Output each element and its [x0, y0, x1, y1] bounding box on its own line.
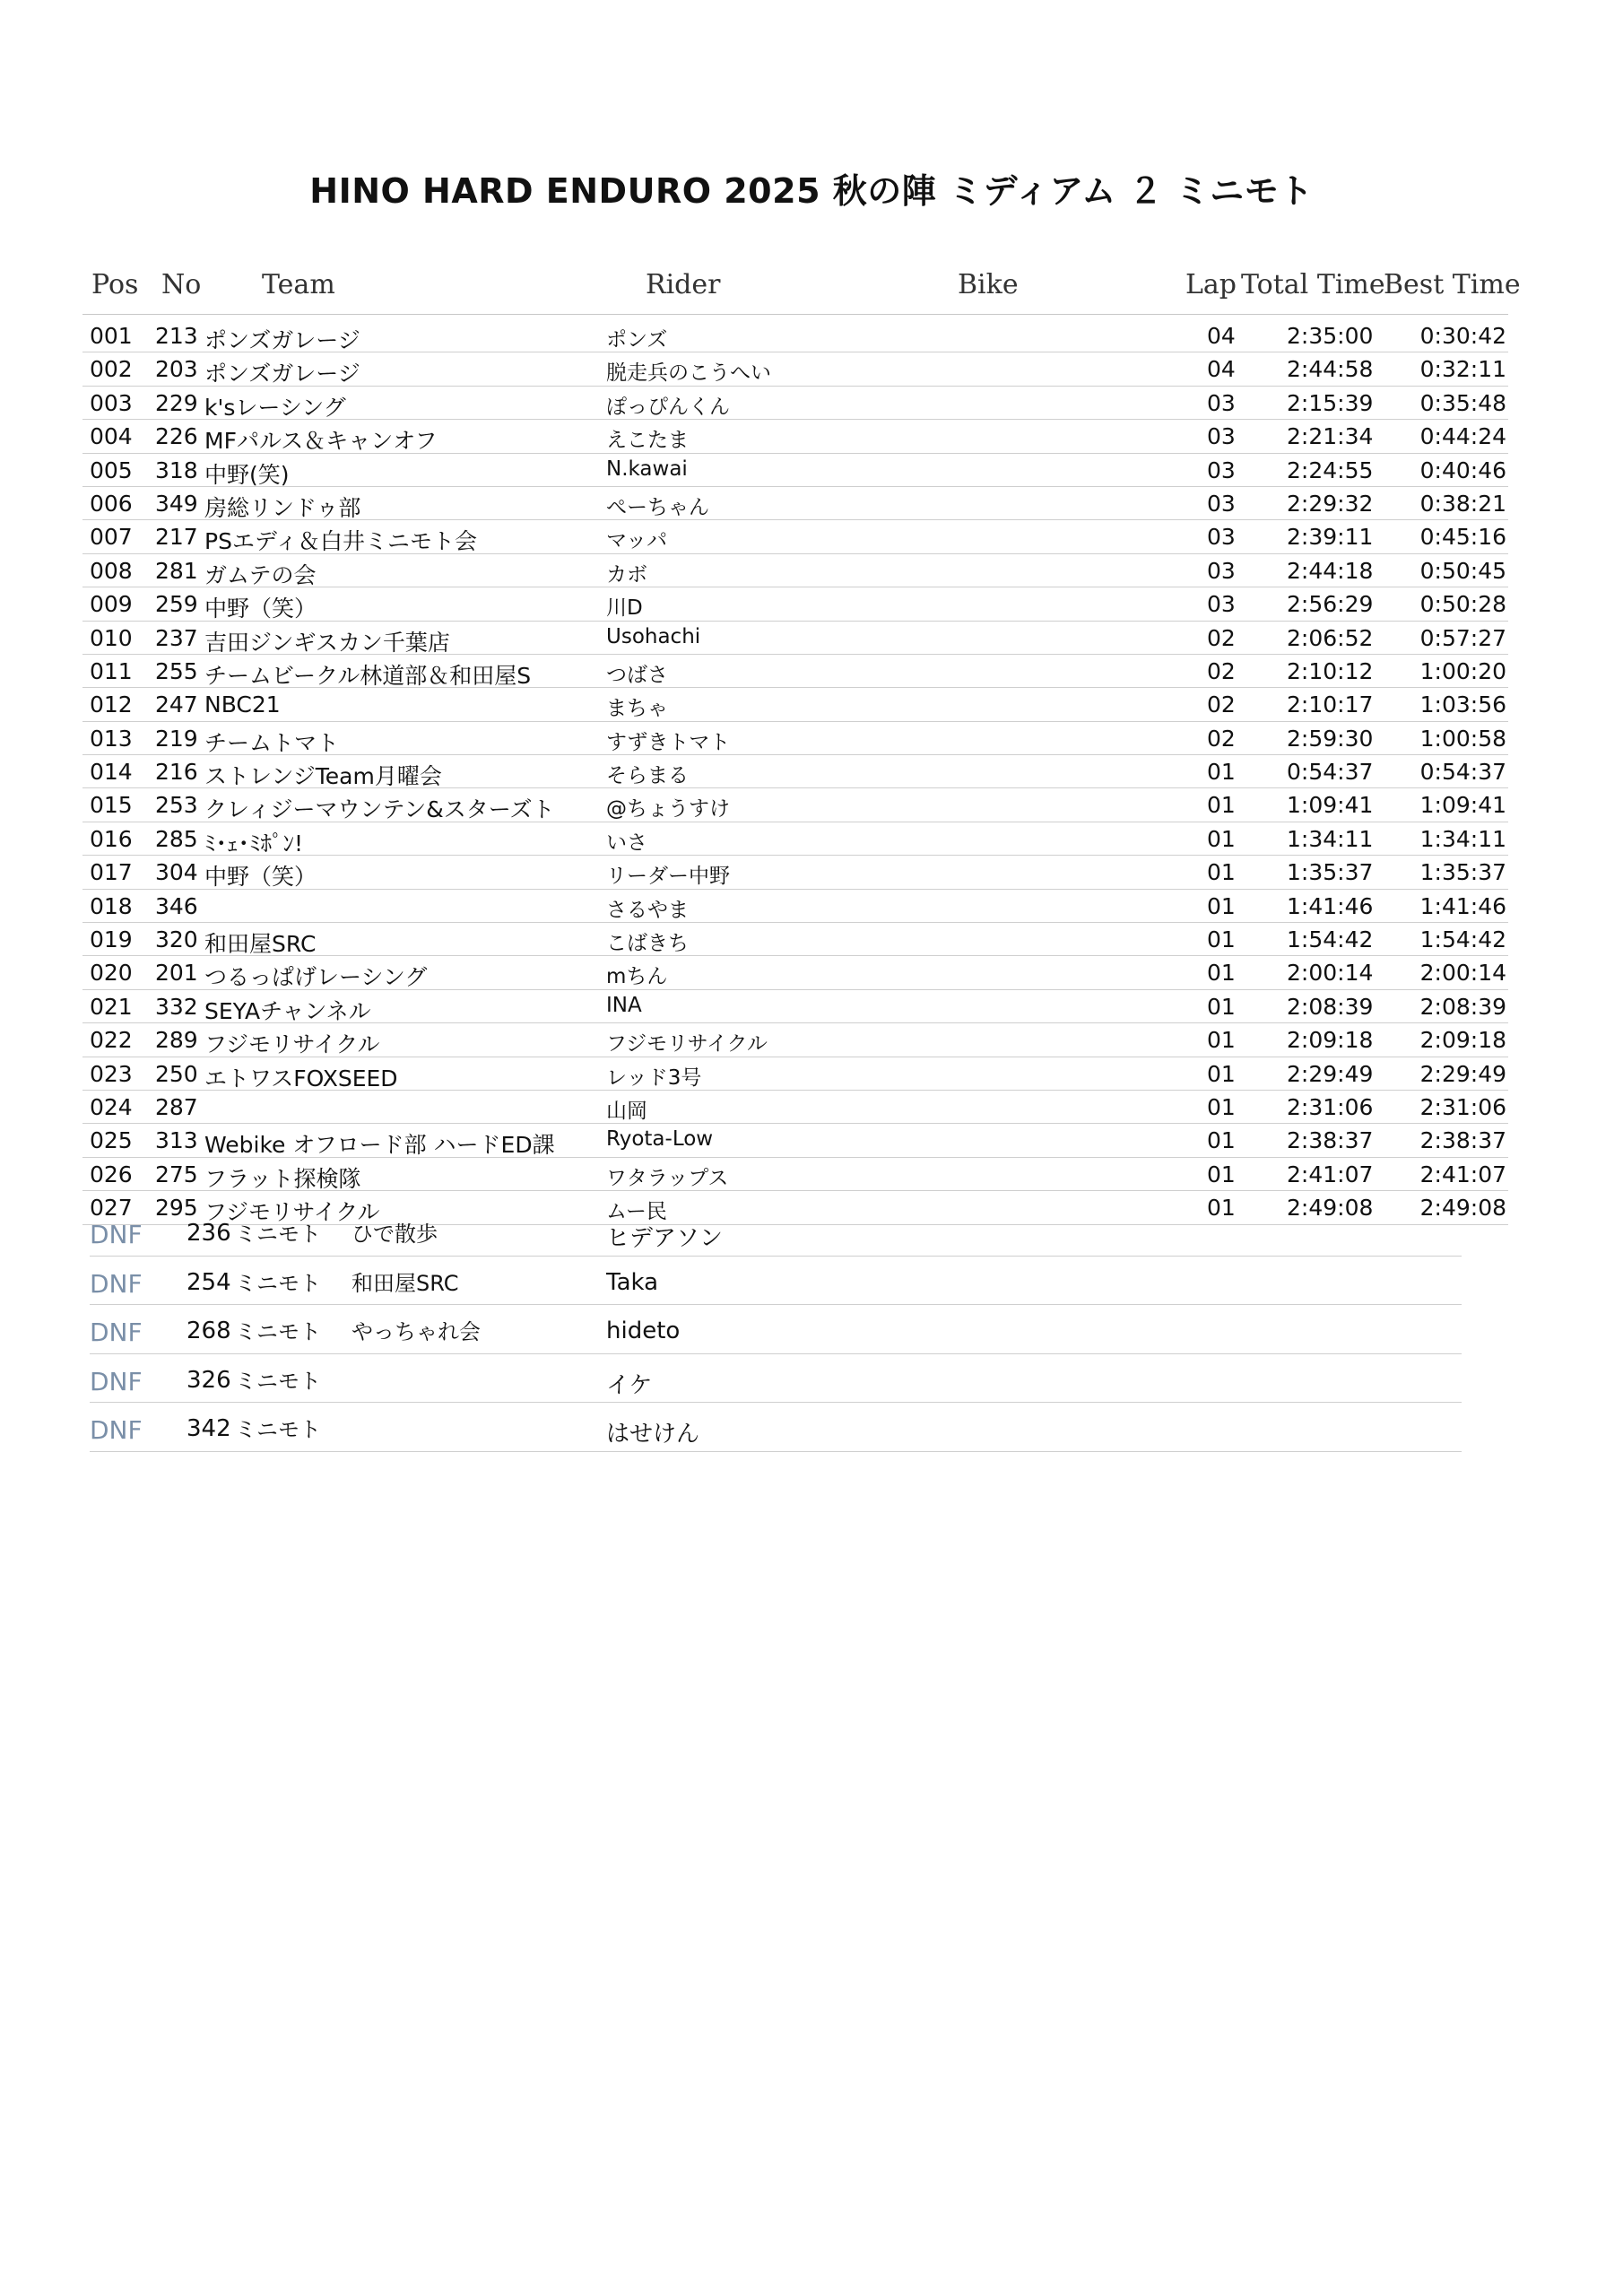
lap-cell: 03 — [1207, 457, 1236, 483]
table-row — [82, 454, 1508, 487]
team-cell: 中野（笑） — [204, 864, 317, 891]
dnf-no-cell: 268 — [187, 1318, 231, 1345]
no-cell: 259 — [155, 591, 198, 618]
rider-cell: ぽっぴんくん — [606, 395, 730, 419]
pos-cell: 022 — [90, 1027, 133, 1054]
total-time-cell: 1:35:37 — [1287, 859, 1374, 886]
rider-cell: つばさ — [606, 663, 668, 687]
total-time-cell: 1:09:41 — [1287, 792, 1374, 819]
total-time-cell: 2:56:29 — [1287, 591, 1374, 618]
team-cell: MFパルス＆キャンオフ — [204, 428, 438, 455]
rider-cell: INA — [606, 993, 642, 1017]
lap-cell: 01 — [1207, 1060, 1236, 1087]
col-total-header: Total Time — [1241, 269, 1385, 300]
pos-cell: 004 — [90, 423, 133, 450]
table-row — [82, 420, 1508, 453]
team-cell: フジモリサイクル — [204, 1199, 380, 1226]
dnf-rider-cell: Taka — [606, 1268, 659, 1296]
pos-cell: 025 — [90, 1127, 133, 1154]
team-cell: エトワスFOXSEED — [204, 1065, 398, 1091]
team-cell: ガムテの会 — [204, 561, 317, 588]
team-cell: 中野(笑) — [204, 461, 290, 488]
lap-cell: 01 — [1207, 1127, 1236, 1154]
pos-cell: 027 — [90, 1195, 133, 1222]
best-time-cell: 2:08:39 — [1419, 993, 1506, 1020]
rider-cell: Ryota-Low — [606, 1127, 714, 1152]
lap-cell: 02 — [1207, 691, 1236, 718]
dnf-class-cell: ミニモト — [235, 1222, 321, 1247]
total-time-cell: 2:41:07 — [1287, 1161, 1374, 1187]
lap-cell: 03 — [1207, 591, 1236, 618]
dnf-rider-cell: hideto — [606, 1318, 681, 1345]
total-time-cell: 2:59:30 — [1287, 725, 1374, 752]
no-cell: 203 — [155, 356, 198, 383]
dnf-status-cell: DNF — [90, 1415, 143, 1446]
total-time-cell: 2:21:34 — [1287, 423, 1374, 450]
lap-cell: 01 — [1207, 1161, 1236, 1187]
lap-cell: 04 — [1207, 323, 1236, 349]
total-time-cell: 2:29:32 — [1287, 490, 1374, 517]
no-cell: 332 — [155, 993, 198, 1020]
best-time-cell: 1:09:41 — [1419, 792, 1506, 819]
column-header-row — [90, 265, 1521, 312]
total-time-cell: 2:35:00 — [1287, 323, 1374, 349]
rider-cell: さるやま — [606, 898, 689, 922]
pos-cell: 016 — [90, 825, 133, 852]
dnf-no-cell: 342 — [187, 1415, 231, 1443]
best-time-cell: 0:57:27 — [1419, 624, 1506, 651]
best-time-cell: 1:00:20 — [1419, 657, 1506, 684]
total-time-cell: 2:31:06 — [1287, 1093, 1374, 1120]
no-cell: 213 — [155, 323, 198, 349]
pos-cell: 020 — [90, 960, 133, 987]
dnf-no-cell: 254 — [187, 1268, 231, 1296]
pos-cell: 018 — [90, 892, 133, 919]
table-row — [82, 1057, 1508, 1091]
table-row — [82, 990, 1508, 1023]
dnf-status-cell: DNF — [90, 1220, 143, 1249]
total-time-cell: 1:41:46 — [1287, 892, 1374, 919]
dnf-rider-cell: ヒデアソン — [606, 1225, 724, 1252]
no-cell: 304 — [155, 859, 198, 886]
table-row — [82, 387, 1508, 420]
dnf-status-cell: DNF — [90, 1318, 143, 1348]
pos-cell: 017 — [90, 859, 133, 886]
total-time-cell: 2:44:58 — [1287, 356, 1374, 383]
no-cell: 287 — [155, 1093, 198, 1120]
table-row — [82, 1158, 1508, 1191]
best-time-cell: 0:38:21 — [1419, 490, 1506, 517]
no-cell: 313 — [155, 1127, 198, 1154]
table-row — [82, 923, 1508, 956]
team-cell: Webike オフロード部 ハードED課 — [204, 1132, 555, 1159]
col-lap-header: Lap — [1185, 269, 1237, 300]
table-row — [82, 554, 1508, 587]
total-time-cell: 2:38:37 — [1287, 1127, 1374, 1154]
lap-cell: 02 — [1207, 657, 1236, 684]
no-cell: 253 — [155, 792, 198, 819]
lap-cell: 02 — [1207, 624, 1236, 651]
rider-cell: まちゃ — [606, 697, 668, 721]
lap-cell: 03 — [1207, 389, 1236, 416]
team-cell: フラット探検隊 — [204, 1165, 361, 1192]
pos-cell: 021 — [90, 993, 133, 1020]
team-cell: つるっぱげレーシング — [204, 964, 428, 991]
pos-cell: 015 — [90, 792, 133, 819]
best-time-cell: 2:09:18 — [1419, 1027, 1506, 1054]
table-row — [82, 655, 1508, 688]
team-cell: クレィジーマウンテン&スターズト — [204, 796, 555, 823]
team-cell: NBC21 — [204, 691, 281, 718]
best-time-cell: 0:50:28 — [1419, 591, 1506, 618]
no-cell: 247 — [155, 691, 198, 718]
lap-cell: 01 — [1207, 792, 1236, 819]
team-cell: SEYAチャンネル — [204, 997, 371, 1024]
header-divider — [82, 314, 1508, 315]
total-time-cell: 1:34:11 — [1287, 825, 1374, 852]
table-row — [82, 856, 1508, 889]
table-row — [82, 822, 1508, 856]
dnf-rider-cell: はせけん — [606, 1421, 700, 1448]
col-rider-header: Rider — [646, 269, 721, 300]
dnf-class-cell: ミニモト — [235, 1368, 321, 1394]
total-time-cell: 2:39:11 — [1287, 524, 1374, 551]
results-table — [82, 319, 1508, 1225]
table-row — [82, 890, 1508, 923]
total-time-cell: 0:54:37 — [1287, 759, 1374, 786]
best-time-cell: 2:49:08 — [1419, 1195, 1506, 1222]
no-cell: 285 — [155, 825, 198, 852]
col-bike-header: Bike — [958, 269, 1019, 300]
table-row — [82, 755, 1508, 788]
no-cell: 255 — [155, 657, 198, 684]
dnf-rider-cell: イケ — [606, 1371, 653, 1399]
col-pos-header: Pos — [91, 269, 139, 300]
table-row — [82, 1023, 1508, 1057]
pos-cell: 011 — [90, 657, 133, 684]
rider-cell: カボ — [606, 562, 647, 587]
no-cell: 219 — [155, 725, 198, 752]
best-time-cell: 0:32:11 — [1419, 356, 1506, 383]
best-time-cell: 2:31:06 — [1419, 1093, 1506, 1120]
lap-cell: 03 — [1207, 423, 1236, 450]
pos-cell: 013 — [90, 725, 133, 752]
dnf-table — [90, 1207, 1462, 1452]
best-time-cell: 1:41:46 — [1419, 892, 1506, 919]
lap-cell: 01 — [1207, 759, 1236, 786]
total-time-cell: 1:54:42 — [1287, 926, 1374, 953]
team-cell: k'sレーシング — [204, 394, 346, 421]
best-time-cell: 2:41:07 — [1419, 1161, 1506, 1187]
dnf-class-cell: ミニモト — [235, 1417, 321, 1443]
best-time-cell: 1:54:42 — [1419, 926, 1506, 953]
table-row — [82, 788, 1508, 822]
no-cell: 346 — [155, 892, 198, 919]
lap-cell: 01 — [1207, 926, 1236, 953]
rider-cell: フジモリサイクル — [606, 1032, 768, 1057]
table-row — [82, 688, 1508, 721]
table-row — [82, 487, 1508, 520]
rider-cell: 脱走兵のこうへい — [606, 361, 771, 386]
no-cell: 318 — [155, 457, 198, 483]
dnf-class-cell: ミニモト — [235, 1270, 321, 1296]
no-cell: 226 — [155, 423, 198, 450]
best-time-cell: 2:29:49 — [1419, 1060, 1506, 1087]
best-time-cell: 1:34:11 — [1419, 825, 1506, 852]
dnf-status-cell: DNF — [90, 1268, 143, 1299]
dnf-no-cell: 326 — [187, 1366, 231, 1394]
team-cell: ストレンジTeam月曜会 — [204, 763, 442, 790]
rider-cell: マッパ — [606, 529, 668, 553]
no-cell: 229 — [155, 389, 198, 416]
dnf-team-cell: やっちゃれ会 — [352, 1319, 481, 1345]
best-time-cell: 0:54:37 — [1419, 759, 1506, 786]
no-cell: 201 — [155, 960, 198, 987]
best-time-cell: 1:00:58 — [1419, 725, 1506, 752]
dnf-class-cell: ミニモト — [235, 1319, 321, 1345]
rider-cell: ムー民 — [606, 1200, 667, 1224]
total-time-cell: 2:06:52 — [1287, 624, 1374, 651]
no-cell: 250 — [155, 1060, 198, 1087]
lap-cell: 02 — [1207, 725, 1236, 752]
no-cell: 216 — [155, 759, 198, 786]
table-row — [82, 1091, 1508, 1124]
team-cell: 和田屋SRC — [204, 931, 317, 958]
rider-cell: ワタラップス — [606, 1166, 729, 1190]
rider-cell: @ちょうすけ — [606, 797, 730, 822]
lap-cell: 01 — [1207, 859, 1236, 886]
best-time-cell: 1:03:56 — [1419, 691, 1506, 718]
no-cell: 237 — [155, 624, 198, 651]
table-row — [82, 722, 1508, 755]
total-time-cell: 2:08:39 — [1287, 993, 1374, 1020]
pos-cell: 002 — [90, 356, 133, 383]
dnf-team-cell: 和田屋SRC — [352, 1270, 459, 1296]
rider-cell: mちん — [606, 965, 668, 989]
rider-cell: 山岡 — [606, 1099, 647, 1123]
lap-cell: 03 — [1207, 490, 1236, 517]
best-time-cell: 2:00:14 — [1419, 960, 1506, 987]
no-cell: 281 — [155, 557, 198, 584]
team-cell: チームトマト — [204, 729, 340, 756]
rider-cell: いさ — [606, 831, 647, 855]
best-time-cell: 2:38:37 — [1419, 1127, 1506, 1154]
pos-cell: 003 — [90, 389, 133, 416]
best-time-cell: 0:35:48 — [1419, 389, 1506, 416]
table-row — [82, 1124, 1508, 1157]
table-row — [82, 587, 1508, 621]
pos-cell: 026 — [90, 1161, 133, 1187]
rider-cell: そらまる — [606, 764, 689, 788]
no-cell: 320 — [155, 926, 198, 953]
lap-cell: 01 — [1207, 1195, 1236, 1222]
rider-cell: こばきち — [606, 932, 689, 956]
team-cell: ポンズガレージ — [204, 361, 360, 387]
no-cell: 217 — [155, 524, 198, 551]
pos-cell: 009 — [90, 591, 133, 618]
pos-cell: 008 — [90, 557, 133, 584]
lap-cell: 03 — [1207, 557, 1236, 584]
pos-cell: 012 — [90, 691, 133, 718]
best-time-cell: 0:45:16 — [1419, 524, 1506, 551]
team-cell: フジモリサイクル — [204, 1031, 380, 1058]
table-row — [82, 956, 1508, 989]
rider-cell: ポンズ — [606, 328, 668, 352]
total-time-cell: 2:44:18 — [1287, 557, 1374, 584]
lap-cell: 01 — [1207, 993, 1236, 1020]
team-cell: 中野（笑） — [204, 596, 317, 622]
pos-cell: 014 — [90, 759, 133, 786]
pos-cell: 023 — [90, 1060, 133, 1087]
rider-cell: 川D — [606, 596, 643, 621]
rider-cell: ぺーちゃん — [606, 495, 709, 519]
team-cell: 房総リンドゥ部 — [204, 494, 361, 521]
lap-cell: 01 — [1207, 1093, 1236, 1120]
lap-cell: 03 — [1207, 524, 1236, 551]
best-time-cell: 0:50:45 — [1419, 557, 1506, 584]
lap-cell: 01 — [1207, 960, 1236, 987]
total-time-cell: 2:00:14 — [1287, 960, 1374, 987]
dnf-row — [90, 1305, 1462, 1354]
lap-cell: 01 — [1207, 825, 1236, 852]
total-time-cell: 2:29:49 — [1287, 1060, 1374, 1087]
best-time-cell: 0:30:42 — [1419, 323, 1506, 349]
pos-cell: 019 — [90, 926, 133, 953]
team-cell: PSエディ＆白井ミニモト会 — [204, 528, 477, 555]
table-row — [82, 352, 1508, 386]
rider-cell: えこたま — [606, 429, 689, 453]
rider-cell: リーダー中野 — [606, 865, 730, 889]
best-time-cell: 1:35:37 — [1419, 859, 1506, 886]
rider-cell: すずきトマト — [606, 730, 731, 754]
total-time-cell: 2:10:12 — [1287, 657, 1374, 684]
no-cell: 349 — [155, 490, 198, 517]
dnf-row — [90, 1257, 1462, 1306]
no-cell: 275 — [155, 1161, 198, 1187]
team-cell: ポンズガレージ — [204, 327, 360, 353]
col-team-header: Team — [262, 269, 335, 300]
page-title: HINO HARD ENDURO 2025 秋の陣 ミディアム ２ ミニモト — [309, 171, 1314, 211]
dnf-no-cell: 236 — [187, 1220, 231, 1247]
rider-cell: レッド3号 — [606, 1065, 702, 1090]
col-best-header: Best Time — [1384, 269, 1521, 300]
team-cell: チームビークル林道部＆和田屋S — [204, 662, 532, 689]
table-row — [82, 520, 1508, 553]
lap-cell: 01 — [1207, 1027, 1236, 1054]
table-row — [82, 319, 1508, 352]
col-no-header: No — [161, 269, 202, 300]
total-time-cell: 2:49:08 — [1287, 1195, 1374, 1222]
total-time-cell: 2:15:39 — [1287, 389, 1374, 416]
rider-cell: Usohachi — [606, 624, 701, 648]
no-cell: 295 — [155, 1195, 198, 1222]
pos-cell: 005 — [90, 457, 133, 483]
total-time-cell: 2:24:55 — [1287, 457, 1374, 483]
total-time-cell: 2:09:18 — [1287, 1027, 1374, 1054]
lap-cell: 04 — [1207, 356, 1236, 383]
team-cell: ﾐ･ｪ･ﾐﾎﾟﾝ! — [204, 830, 304, 857]
best-time-cell: 0:40:46 — [1419, 457, 1506, 483]
dnf-status-cell: DNF — [90, 1366, 143, 1396]
pos-cell: 024 — [90, 1093, 133, 1120]
team-cell: 吉田ジンギスカン千葉店 — [204, 629, 450, 656]
best-time-cell: 0:44:24 — [1419, 423, 1506, 450]
dnf-row — [90, 1403, 1462, 1452]
pos-cell: 001 — [90, 323, 133, 349]
rider-cell: N.kawai — [606, 457, 688, 481]
no-cell: 289 — [155, 1027, 198, 1054]
table-row — [82, 622, 1508, 655]
dnf-team-cell: ひで散歩 — [352, 1222, 438, 1247]
lap-cell: 01 — [1207, 892, 1236, 919]
pos-cell: 010 — [90, 624, 133, 651]
dnf-row — [90, 1207, 1462, 1257]
dnf-row — [90, 1354, 1462, 1404]
total-time-cell: 2:10:17 — [1287, 691, 1374, 718]
pos-cell: 007 — [90, 524, 133, 551]
pos-cell: 006 — [90, 490, 133, 517]
